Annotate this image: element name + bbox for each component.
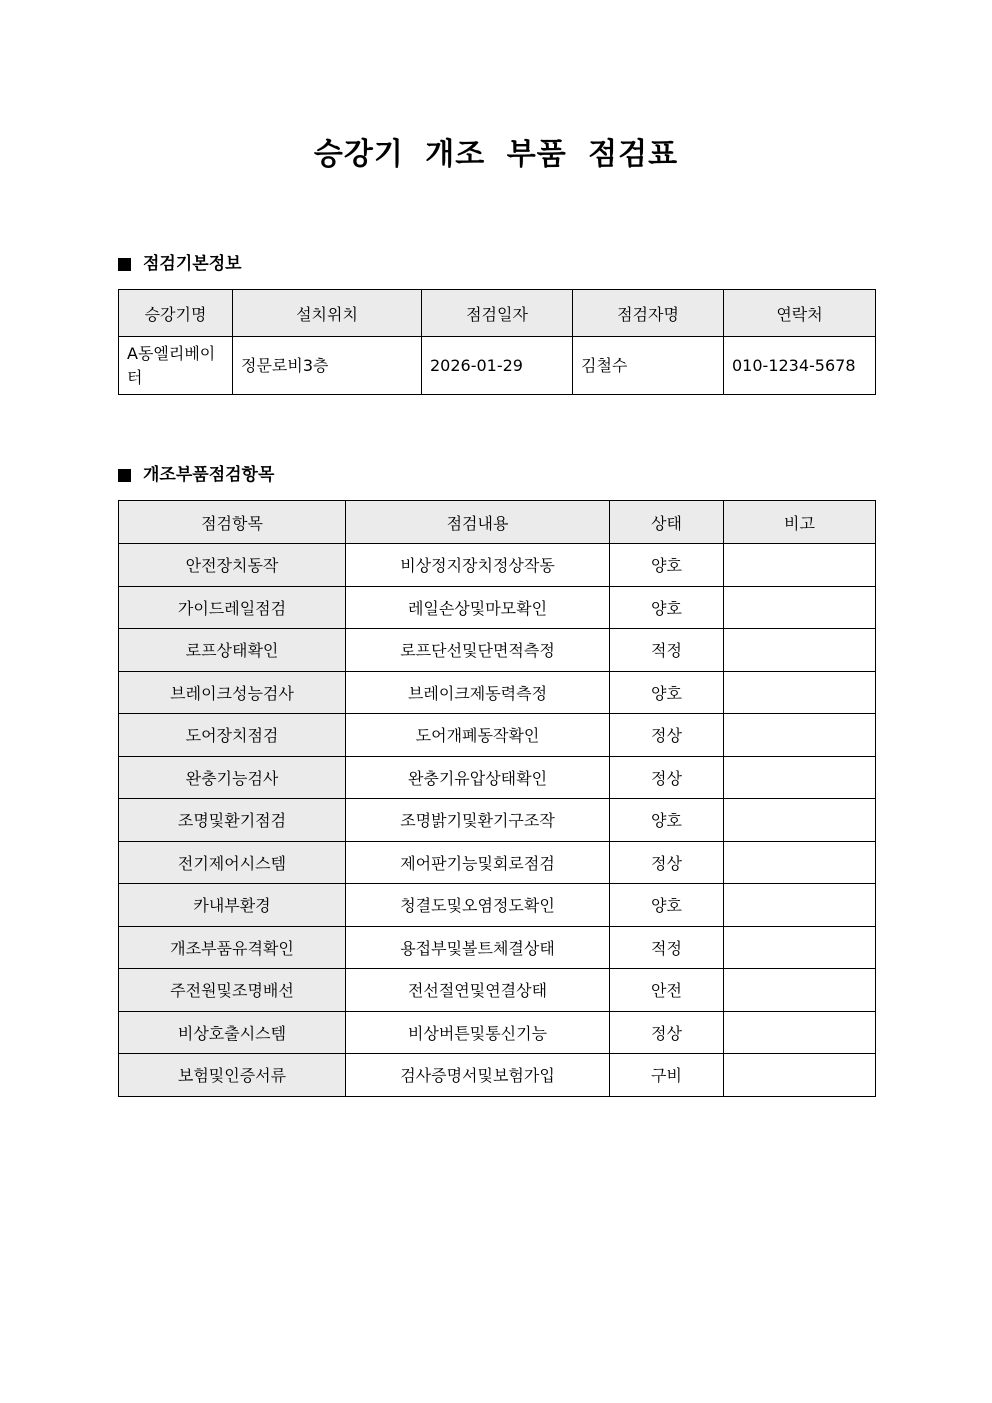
table-header-row — [119, 501, 876, 544]
section-heading-label: 점검기본정보 — [143, 254, 242, 274]
cell-status: 구비 — [610, 1054, 724, 1097]
section-heading-inspection-items — [118, 462, 274, 488]
cell-inspection-item: 로프상태확인 — [119, 629, 346, 672]
cell-status: 적정 — [610, 629, 724, 672]
cell-remark — [724, 544, 876, 587]
cell-inspection-item: 개조부품유격확인 — [119, 926, 346, 969]
section-heading-basic-info — [118, 251, 242, 277]
cell-inspection-content: 비상정지장치정상작동 — [346, 544, 610, 587]
cell-inspection-item: 비상호출시스템 — [119, 1011, 346, 1054]
cell-inspection-content: 조명밝기및환기구조작 — [346, 799, 610, 842]
header-install-location: 설치위치 — [233, 290, 422, 337]
cell-inspection-content: 브레이크제동력측정 — [346, 671, 610, 714]
cell-remark — [724, 1011, 876, 1054]
table-row — [119, 884, 876, 927]
cell-inspection-item: 브레이크성능검사 — [119, 671, 346, 714]
cell-elevator-name: A동엘리베이터 — [119, 337, 233, 395]
cell-inspection-item: 카내부환경 — [119, 884, 346, 927]
table-row — [119, 841, 876, 884]
cell-contact: 010-1234-5678 — [724, 337, 876, 395]
inspection-items-table — [118, 500, 876, 1097]
table-row — [119, 629, 876, 672]
cell-remark — [724, 586, 876, 629]
table-row — [119, 1011, 876, 1054]
section-heading-label: 개조부품점검항목 — [143, 465, 275, 485]
table-row — [119, 969, 876, 1012]
cell-remark — [724, 671, 876, 714]
cell-inspection-content: 로프단선및단면적측정 — [346, 629, 610, 672]
table-row — [119, 544, 876, 587]
table-header-row — [119, 290, 876, 337]
cell-status: 양호 — [610, 586, 724, 629]
cell-inspection-content: 제어판기능및회로점검 — [346, 841, 610, 884]
basic-info-table — [118, 289, 876, 395]
cell-remark — [724, 884, 876, 927]
table-row — [119, 337, 876, 395]
table-row — [119, 799, 876, 842]
cell-status: 양호 — [610, 544, 724, 587]
header-inspection-item: 점검항목 — [119, 501, 346, 544]
cell-inspection-date: 2026-01-29 — [422, 337, 573, 395]
document-title: 승강기 개조 부품 점검표 — [313, 137, 679, 172]
cell-inspection-content: 완충기유압상태확인 — [346, 756, 610, 799]
cell-remark — [724, 629, 876, 672]
cell-status: 양호 — [610, 799, 724, 842]
cell-inspection-item: 완충기능검사 — [119, 756, 346, 799]
cell-inspection-content: 검사증명서및보험가입 — [346, 1054, 610, 1097]
cell-inspection-content: 비상버튼및통신기능 — [346, 1011, 610, 1054]
cell-inspection-item: 전기제어시스템 — [119, 841, 346, 884]
table-row — [119, 586, 876, 629]
header-inspection-content: 점검내용 — [346, 501, 610, 544]
header-contact: 연락처 — [724, 290, 876, 337]
cell-inspection-item: 도어장치점검 — [119, 714, 346, 757]
cell-status: 양호 — [610, 671, 724, 714]
table-row — [119, 1054, 876, 1097]
cell-remark — [724, 1054, 876, 1097]
table-row — [119, 714, 876, 757]
cell-inspection-content: 레일손상및마모확인 — [346, 586, 610, 629]
black-square-icon — [118, 469, 131, 482]
black-square-icon — [118, 258, 131, 271]
cell-inspection-item: 조명및환기점검 — [119, 799, 346, 842]
cell-remark — [724, 841, 876, 884]
cell-status: 정상 — [610, 841, 724, 884]
table-row — [119, 756, 876, 799]
cell-remark — [724, 756, 876, 799]
cell-remark — [724, 714, 876, 757]
cell-status: 적정 — [610, 926, 724, 969]
cell-status: 양호 — [610, 884, 724, 927]
cell-remark — [724, 926, 876, 969]
cell-inspection-item: 안전장치동작 — [119, 544, 346, 587]
header-inspector-name: 점검자명 — [573, 290, 724, 337]
cell-status: 정상 — [610, 756, 724, 799]
cell-remark — [724, 799, 876, 842]
cell-remark — [724, 969, 876, 1012]
cell-inspection-content: 용접부및볼트체결상태 — [346, 926, 610, 969]
cell-install-location: 정문로비3층 — [233, 337, 422, 395]
cell-status: 정상 — [610, 714, 724, 757]
header-status: 상태 — [610, 501, 724, 544]
cell-status: 정상 — [610, 1011, 724, 1054]
table-row — [119, 926, 876, 969]
cell-inspection-item: 가이드레일점검 — [119, 586, 346, 629]
cell-inspection-item: 보험및인증서류 — [119, 1054, 346, 1097]
header-elevator-name: 승강기명 — [119, 290, 233, 337]
cell-inspection-item: 주전원및조명배선 — [119, 969, 346, 1012]
cell-inspector-name: 김철수 — [573, 337, 724, 395]
cell-inspection-content: 도어개폐동작확인 — [346, 714, 610, 757]
header-inspection-date: 점검일자 — [422, 290, 573, 337]
cell-status: 안전 — [610, 969, 724, 1012]
cell-inspection-content: 청결도및오염정도확인 — [346, 884, 610, 927]
cell-inspection-content: 전선절연및연결상태 — [346, 969, 610, 1012]
table-row — [119, 671, 876, 714]
header-remark: 비고 — [724, 501, 876, 544]
